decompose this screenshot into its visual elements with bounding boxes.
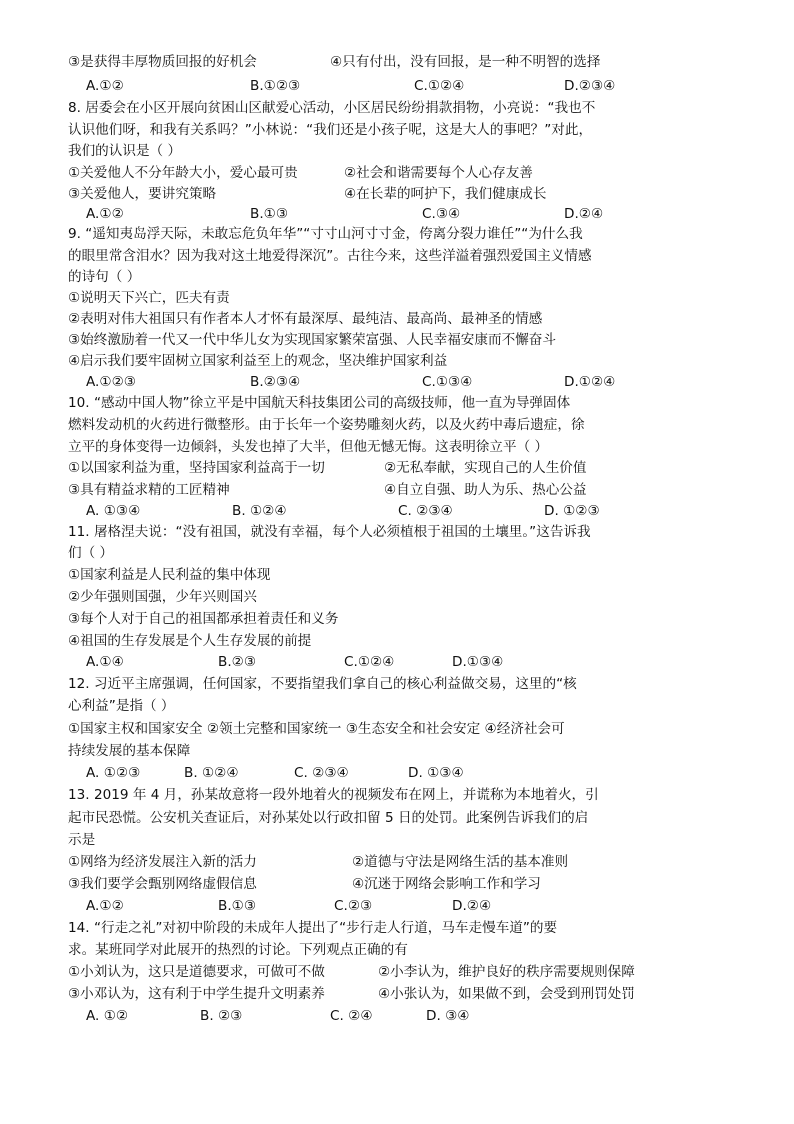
q9-statement-4: ④启示我们要牢固树立国家利益至上的观念，坚决维护国家利益 bbox=[68, 353, 448, 369]
q8-statement-2: ②社会和谐需要每个人心存友善 bbox=[344, 165, 533, 181]
choice-d[interactable]: D.②③④ bbox=[564, 78, 616, 94]
q9-statement-2: ②表明对伟大祖国只有作者本人才怀有最深厚、最纯洁、最高尚、最神圣的情感 bbox=[68, 311, 543, 327]
q11-choice-c[interactable]: C.①②④ bbox=[344, 654, 395, 670]
question-8-stem-line3: 我们的认识是（ ） bbox=[68, 143, 182, 159]
q8-statement-3: ③关爱他人，要讲究策略 bbox=[68, 186, 217, 202]
q11-statement-2: ②少年强则国强，少年兴则国兴 bbox=[68, 589, 257, 605]
q8-choice-c[interactable]: C.③④ bbox=[422, 206, 461, 222]
question-8-stem-line1: 8. 居委会在小区开展向贫困山区献爱心活动，小区居民纷纷捐款捐物，小亮说：“我也不 bbox=[68, 100, 596, 116]
q10-statement-4: ④自立自强、助人为乐、热心公益 bbox=[384, 482, 587, 498]
q11-choice-b[interactable]: B.②③ bbox=[218, 654, 257, 670]
q13-choice-b[interactable]: B.①③ bbox=[218, 898, 257, 914]
q10-choice-d[interactable]: D. ①②③ bbox=[544, 503, 600, 519]
q11-statement-3: ③每个人对于自己的祖国都承担着责任和义务 bbox=[68, 611, 339, 627]
q9-choice-d[interactable]: D.①②④ bbox=[564, 374, 616, 390]
question-13-stem-line2: 起市民恐慌。公安机关查证后，对孙某处以行政扣留 5 日的处罚。此案例告诉我们的启 bbox=[68, 810, 589, 826]
q13-choice-c[interactable]: C.②③ bbox=[334, 898, 373, 914]
q12-choice-c[interactable]: C. ②③④ bbox=[294, 765, 349, 781]
statement-3: ③是获得丰厚物质回报的好机会 bbox=[68, 54, 257, 70]
q14-choice-c[interactable]: C. ②④ bbox=[330, 1008, 373, 1024]
q12-statements-line2: 持续发展的基本保障 bbox=[68, 743, 191, 759]
q14-statement-3: ③小邓认为，这有利于中学生提升文明素养 bbox=[68, 986, 325, 1002]
q14-statement-1: ①小刘认为，这只是道德要求，可做可不做 bbox=[68, 964, 325, 980]
q8-choice-d[interactable]: D.②④ bbox=[564, 206, 604, 222]
q13-statement-4: ④沉迷于网络会影响工作和学习 bbox=[352, 876, 541, 892]
q9-choice-a[interactable]: A.①②③ bbox=[86, 374, 136, 390]
q10-statement-3: ③具有精益求精的工匠精神 bbox=[68, 482, 230, 498]
q8-choice-a[interactable]: A.①② bbox=[86, 206, 124, 222]
question-11-stem-line1: 11. 屠格涅夫说：“没有祖国，就没有幸福，每个人必须植根于祖国的土壤里。”这告诉我 bbox=[68, 524, 591, 540]
q9-statement-1: ①说明天下兴亡，匹夫有责 bbox=[68, 290, 230, 306]
q11-statement-4: ④祖国的生存发展是个人生存发展的前提 bbox=[68, 633, 312, 649]
question-10-stem-line2: 燃料发动机的火药进行微整形。由于长年一个姿势雕刻火药，以及火药中毒后遗症，徐 bbox=[68, 417, 585, 433]
q13-statement-1: ①网络为经济发展注入新的活力 bbox=[68, 854, 257, 870]
choice-b[interactable]: B.①②③ bbox=[250, 78, 301, 94]
q13-choice-a[interactable]: A.①② bbox=[86, 898, 124, 914]
question-8-stem-line2: 认识他们呀，和我有关系吗？”小林说：“我们还是小孩子呢，这是大人的事吧？”对此， bbox=[68, 122, 593, 138]
q13-choice-d[interactable]: D.②④ bbox=[452, 898, 492, 914]
q8-choice-b[interactable]: B.①③ bbox=[250, 206, 289, 222]
question-9-stem-line2: 的眼里常含泪水？因为我对这土地爱得深沉”。古往今来，这些洋溢着强烈爱国主义情感 bbox=[68, 248, 592, 264]
q14-choice-b[interactable]: B. ②③ bbox=[200, 1008, 243, 1024]
question-12-stem-line1: 12. 习近平主席强调，任何国家，不要指望我们拿自己的核心利益做交易，这里的“核 bbox=[68, 676, 577, 692]
q14-statement-4: ④小张认为，如果做不到，会受到刑罚处罚 bbox=[378, 986, 635, 1002]
question-9-stem-line3: 的诗句（ ） bbox=[68, 269, 141, 285]
question-11-stem-line2: 们（ ） bbox=[68, 545, 114, 561]
q10-statement-1: ①以国家利益为重，坚持国家利益高于一切 bbox=[68, 460, 325, 476]
q9-choice-c[interactable]: C.①③④ bbox=[422, 374, 473, 390]
question-9-stem-line1: 9. “遥知夷岛浮天际，未敢忘危负年华”“寸寸山河寸寸金，侉离分裂力谁任”“为什么我 bbox=[68, 226, 583, 242]
q12-choice-a[interactable]: A. ①②③ bbox=[86, 765, 141, 781]
q14-choice-a[interactable]: A. ①② bbox=[86, 1008, 129, 1024]
q8-statement-4: ④在长辈的呵护下，我们健康成长 bbox=[344, 186, 547, 202]
q10-choice-a[interactable]: A. ①③④ bbox=[86, 503, 141, 519]
q11-choice-d[interactable]: D.①③④ bbox=[452, 654, 504, 670]
q11-choice-a[interactable]: A.①④ bbox=[86, 654, 124, 670]
q10-choice-c[interactable]: C. ②③④ bbox=[398, 503, 453, 519]
question-10-stem-line3: 立平的身体变得一边倾斜，头发也掉了大半，但他无憾无悔。这表明徐立平（ ） bbox=[68, 439, 549, 455]
q8-statement-1: ①关爱他人不分年龄大小，爱心最可贵 bbox=[68, 165, 298, 181]
q12-choice-d[interactable]: D. ①③④ bbox=[408, 765, 464, 781]
q11-statement-1: ①国家利益是人民利益的集中体现 bbox=[68, 567, 271, 583]
q10-statement-2: ②无私奉献，实现自己的人生价值 bbox=[384, 460, 587, 476]
question-14-stem-line1: 14. “行走之礼”对初中阶段的未成年人提出了“步行走人行道，马车走慢车道”的要 bbox=[68, 920, 558, 936]
q12-statements-line1: ①国家主权和国家安全 ②领土完整和国家统一 ③生态安全和社会安定 ④经济社会可 bbox=[68, 721, 565, 737]
q13-statement-2: ②道德与守法是网络生活的基本准则 bbox=[352, 854, 569, 870]
question-13-stem-line3: 示是 bbox=[68, 832, 96, 848]
question-10-stem-line1: 10. “感动中国人物”徐立平是中国航天科技集团公司的高级技师，他一直为导弹固体 bbox=[68, 395, 571, 411]
q14-choice-d[interactable]: D. ③④ bbox=[426, 1008, 470, 1024]
q14-statement-2: ②小李认为，维护良好的秩序需要规则保障 bbox=[378, 964, 635, 980]
choice-c[interactable]: C.①②④ bbox=[414, 78, 465, 94]
q9-choice-b[interactable]: B.②③④ bbox=[250, 374, 301, 390]
question-12-stem-line2: 心利益”是指（ ） bbox=[68, 698, 175, 714]
question-13-stem-line1: 13. 2019 年 4 月，孙某故意将一段外地着火的视频发布在网上，并谎称为本地着火，引 bbox=[68, 787, 599, 803]
q10-choice-b[interactable]: B. ①②④ bbox=[232, 503, 287, 519]
statement-4: ④只有付出，没有回报，是一种不明智的选择 bbox=[330, 54, 601, 70]
q9-statement-3: ③始终激励着一代又一代中华儿女为实现国家繁荣富强、人民幸福安康而不懈奋斗 bbox=[68, 332, 556, 348]
choice-a[interactable]: A.①② bbox=[86, 78, 124, 94]
question-14-stem-line2: 求。某班同学对此展开的热烈的讨论。下列观点正确的有 bbox=[68, 942, 408, 958]
q13-statement-3: ③我们要学会甄别网络虚假信息 bbox=[68, 876, 257, 892]
q12-choice-b[interactable]: B. ①②④ bbox=[184, 765, 239, 781]
